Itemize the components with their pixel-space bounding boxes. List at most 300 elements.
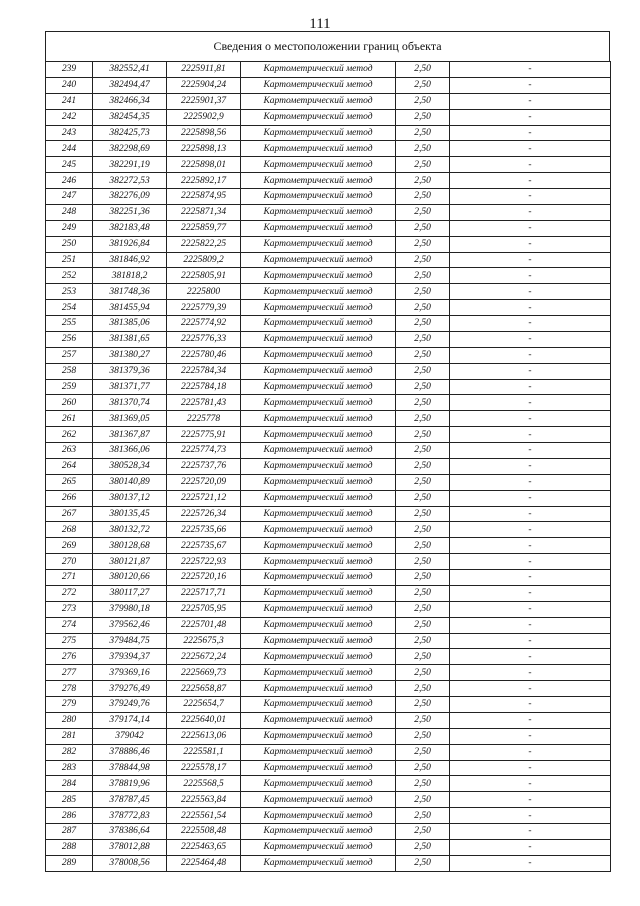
y-coordinate-cell: 2225780,46 xyxy=(167,347,241,363)
x-coordinate-cell: 381455,94 xyxy=(93,300,167,316)
description-cell: - xyxy=(450,125,611,141)
point-number-cell: 241 xyxy=(46,93,93,109)
description-cell: - xyxy=(450,601,611,617)
x-coordinate-cell: 380120,66 xyxy=(93,570,167,586)
table-row xyxy=(46,173,611,189)
table-row xyxy=(46,220,611,236)
y-coordinate-cell: 2225784,18 xyxy=(167,379,241,395)
accuracy-cell: 2,50 xyxy=(396,331,450,347)
y-coordinate-cell: 2225613,06 xyxy=(167,728,241,744)
y-coordinate-cell: 2225735,66 xyxy=(167,522,241,538)
table-row xyxy=(46,554,611,570)
table-row xyxy=(46,284,611,300)
method-cell: Картометрический метод xyxy=(241,697,396,713)
accuracy-cell: 2,50 xyxy=(396,839,450,855)
method-cell: Картометрический метод xyxy=(241,490,396,506)
y-coordinate-cell: 2225581,1 xyxy=(167,744,241,760)
page-number: 111 xyxy=(309,16,331,32)
description-cell: - xyxy=(450,109,611,125)
accuracy-cell: 2,50 xyxy=(396,792,450,808)
point-number-cell: 263 xyxy=(46,443,93,459)
point-number-cell: 253 xyxy=(46,284,93,300)
method-cell: Картометрический метод xyxy=(241,538,396,554)
point-number-cell: 251 xyxy=(46,252,93,268)
y-coordinate-cell: 2225568,5 xyxy=(167,776,241,792)
method-cell: Картометрический метод xyxy=(241,252,396,268)
y-coordinate-cell: 2225726,34 xyxy=(167,506,241,522)
description-cell: - xyxy=(450,93,611,109)
description-cell: - xyxy=(450,824,611,840)
method-cell: Картометрический метод xyxy=(241,649,396,665)
accuracy-cell: 2,50 xyxy=(396,633,450,649)
description-cell: - xyxy=(450,570,611,586)
description-cell: - xyxy=(450,300,611,316)
table-row xyxy=(46,570,611,586)
method-cell: Картометрический метод xyxy=(241,681,396,697)
accuracy-cell: 2,50 xyxy=(396,300,450,316)
table-row xyxy=(46,490,611,506)
x-coordinate-cell: 382183,48 xyxy=(93,220,167,236)
y-coordinate-cell: 2225464,48 xyxy=(167,855,241,871)
point-number-cell: 267 xyxy=(46,506,93,522)
table-row xyxy=(46,760,611,776)
method-cell: Картометрический метод xyxy=(241,125,396,141)
accuracy-cell: 2,50 xyxy=(396,665,450,681)
accuracy-cell: 2,50 xyxy=(396,712,450,728)
description-cell: - xyxy=(450,855,611,871)
x-coordinate-cell: 381385,06 xyxy=(93,316,167,332)
method-cell: Картометрический метод xyxy=(241,284,396,300)
point-number-cell: 289 xyxy=(46,855,93,871)
point-number-cell: 258 xyxy=(46,363,93,379)
accuracy-cell: 2,50 xyxy=(396,744,450,760)
x-coordinate-cell: 379174,14 xyxy=(93,712,167,728)
point-number-cell: 275 xyxy=(46,633,93,649)
x-coordinate-cell: 381926,84 xyxy=(93,236,167,252)
accuracy-cell: 2,50 xyxy=(396,649,450,665)
table-row xyxy=(46,522,611,538)
y-coordinate-cell: 2225911,81 xyxy=(167,62,241,78)
point-number-cell: 250 xyxy=(46,236,93,252)
description-cell: - xyxy=(450,220,611,236)
boundary-points-table xyxy=(45,61,611,872)
table-row xyxy=(46,268,611,284)
table-row xyxy=(46,665,611,681)
method-cell: Картометрический метод xyxy=(241,633,396,649)
method-cell: Картометрический метод xyxy=(241,395,396,411)
x-coordinate-cell: 380132,72 xyxy=(93,522,167,538)
x-coordinate-cell: 382494,47 xyxy=(93,77,167,93)
accuracy-cell: 2,50 xyxy=(396,157,450,173)
x-coordinate-cell: 382291,19 xyxy=(93,157,167,173)
description-cell: - xyxy=(450,268,611,284)
point-number-cell: 249 xyxy=(46,220,93,236)
x-coordinate-cell: 380137,12 xyxy=(93,490,167,506)
description-cell: - xyxy=(450,379,611,395)
point-number-cell: 279 xyxy=(46,697,93,713)
y-coordinate-cell: 2225781,43 xyxy=(167,395,241,411)
accuracy-cell: 2,50 xyxy=(396,268,450,284)
y-coordinate-cell: 2225800 xyxy=(167,284,241,300)
accuracy-cell: 2,50 xyxy=(396,776,450,792)
y-coordinate-cell: 2225675,3 xyxy=(167,633,241,649)
point-number-cell: 287 xyxy=(46,824,93,840)
method-cell: Картометрический метод xyxy=(241,554,396,570)
method-cell: Картометрический метод xyxy=(241,792,396,808)
description-cell: - xyxy=(450,506,611,522)
method-cell: Картометрический метод xyxy=(241,506,396,522)
description-cell: - xyxy=(450,316,611,332)
x-coordinate-cell: 382272,53 xyxy=(93,173,167,189)
x-coordinate-cell: 378819,96 xyxy=(93,776,167,792)
description-cell: - xyxy=(450,617,611,633)
y-coordinate-cell: 2225809,2 xyxy=(167,252,241,268)
point-number-cell: 285 xyxy=(46,792,93,808)
x-coordinate-cell: 379394,37 xyxy=(93,649,167,665)
method-cell: Картометрический метод xyxy=(241,474,396,490)
table-row xyxy=(46,585,611,601)
description-cell: - xyxy=(450,490,611,506)
y-coordinate-cell: 2225669,73 xyxy=(167,665,241,681)
table-row xyxy=(46,331,611,347)
point-number-cell: 260 xyxy=(46,395,93,411)
description-cell: - xyxy=(450,808,611,824)
method-cell: Картометрический метод xyxy=(241,300,396,316)
x-coordinate-cell: 378386,64 xyxy=(93,824,167,840)
accuracy-cell: 2,50 xyxy=(396,824,450,840)
point-number-cell: 247 xyxy=(46,189,93,205)
description-cell: - xyxy=(450,585,611,601)
point-number-cell: 270 xyxy=(46,554,93,570)
method-cell: Картометрический метод xyxy=(241,427,396,443)
point-number-cell: 286 xyxy=(46,808,93,824)
y-coordinate-cell: 2225737,76 xyxy=(167,458,241,474)
y-coordinate-cell: 2225901,37 xyxy=(167,93,241,109)
point-number-cell: 271 xyxy=(46,570,93,586)
x-coordinate-cell: 379562,46 xyxy=(93,617,167,633)
point-number-cell: 268 xyxy=(46,522,93,538)
point-number-cell: 255 xyxy=(46,316,93,332)
point-number-cell: 240 xyxy=(46,77,93,93)
description-cell: - xyxy=(450,363,611,379)
point-number-cell: 265 xyxy=(46,474,93,490)
y-coordinate-cell: 2225701,48 xyxy=(167,617,241,633)
description-cell: - xyxy=(450,284,611,300)
table-row xyxy=(46,728,611,744)
table-row xyxy=(46,681,611,697)
x-coordinate-cell: 379369,16 xyxy=(93,665,167,681)
method-cell: Картометрический метод xyxy=(241,379,396,395)
x-coordinate-cell: 381748,36 xyxy=(93,284,167,300)
y-coordinate-cell: 2225654,7 xyxy=(167,697,241,713)
y-coordinate-cell: 2225578,17 xyxy=(167,760,241,776)
accuracy-cell: 2,50 xyxy=(396,93,450,109)
table-row xyxy=(46,141,611,157)
method-cell: Картометрический метод xyxy=(241,173,396,189)
accuracy-cell: 2,50 xyxy=(396,617,450,633)
accuracy-cell: 2,50 xyxy=(396,490,450,506)
accuracy-cell: 2,50 xyxy=(396,458,450,474)
accuracy-cell: 2,50 xyxy=(396,411,450,427)
y-coordinate-cell: 2225463,65 xyxy=(167,839,241,855)
x-coordinate-cell: 382251,36 xyxy=(93,204,167,220)
point-number-cell: 257 xyxy=(46,347,93,363)
point-number-cell: 248 xyxy=(46,204,93,220)
y-coordinate-cell: 2225874,95 xyxy=(167,189,241,205)
description-cell: - xyxy=(450,443,611,459)
y-coordinate-cell: 2225721,12 xyxy=(167,490,241,506)
table-row xyxy=(46,474,611,490)
x-coordinate-cell: 378772,83 xyxy=(93,808,167,824)
x-coordinate-cell: 381370,74 xyxy=(93,395,167,411)
method-cell: Картометрический метод xyxy=(241,77,396,93)
table-row xyxy=(46,633,611,649)
table-title: Сведения о местоположении границ объекта xyxy=(45,31,610,61)
table-row xyxy=(46,379,611,395)
table-row xyxy=(46,157,611,173)
x-coordinate-cell: 381846,92 xyxy=(93,252,167,268)
accuracy-cell: 2,50 xyxy=(396,585,450,601)
y-coordinate-cell: 2225904,24 xyxy=(167,77,241,93)
table-row xyxy=(46,712,611,728)
method-cell: Картометрический метод xyxy=(241,204,396,220)
method-cell: Картометрический метод xyxy=(241,316,396,332)
description-cell: - xyxy=(450,252,611,268)
y-coordinate-cell: 2225892,17 xyxy=(167,173,241,189)
y-coordinate-cell: 2225778 xyxy=(167,411,241,427)
method-cell: Картометрический метод xyxy=(241,522,396,538)
description-cell: - xyxy=(450,204,611,220)
x-coordinate-cell: 379484,75 xyxy=(93,633,167,649)
x-coordinate-cell: 380117,27 xyxy=(93,585,167,601)
accuracy-cell: 2,50 xyxy=(396,379,450,395)
boundary-table-sheet xyxy=(45,31,610,872)
method-cell: Картометрический метод xyxy=(241,458,396,474)
x-coordinate-cell: 380121,87 xyxy=(93,554,167,570)
accuracy-cell: 2,50 xyxy=(396,728,450,744)
x-coordinate-cell: 381366,06 xyxy=(93,443,167,459)
method-cell: Картометрический метод xyxy=(241,411,396,427)
method-cell: Картометрический метод xyxy=(241,331,396,347)
method-cell: Картометрический метод xyxy=(241,760,396,776)
y-coordinate-cell: 2225720,16 xyxy=(167,570,241,586)
point-number-cell: 239 xyxy=(46,62,93,78)
y-coordinate-cell: 2225658,87 xyxy=(167,681,241,697)
table-row xyxy=(46,776,611,792)
description-cell: - xyxy=(450,697,611,713)
y-coordinate-cell: 2225822,25 xyxy=(167,236,241,252)
description-cell: - xyxy=(450,458,611,474)
point-number-cell: 254 xyxy=(46,300,93,316)
table-row xyxy=(46,697,611,713)
accuracy-cell: 2,50 xyxy=(396,522,450,538)
description-cell: - xyxy=(450,538,611,554)
description-cell: - xyxy=(450,77,611,93)
point-number-cell: 259 xyxy=(46,379,93,395)
accuracy-cell: 2,50 xyxy=(396,601,450,617)
accuracy-cell: 2,50 xyxy=(396,347,450,363)
method-cell: Картометрический метод xyxy=(241,728,396,744)
y-coordinate-cell: 2225859,77 xyxy=(167,220,241,236)
accuracy-cell: 2,50 xyxy=(396,62,450,78)
x-coordinate-cell: 380140,89 xyxy=(93,474,167,490)
accuracy-cell: 2,50 xyxy=(396,808,450,824)
table-row xyxy=(46,395,611,411)
point-number-cell: 284 xyxy=(46,776,93,792)
x-coordinate-cell: 381371,77 xyxy=(93,379,167,395)
description-cell: - xyxy=(450,395,611,411)
table-row xyxy=(46,411,611,427)
y-coordinate-cell: 2225563,84 xyxy=(167,792,241,808)
x-coordinate-cell: 381381,65 xyxy=(93,331,167,347)
point-number-cell: 273 xyxy=(46,601,93,617)
point-number-cell: 245 xyxy=(46,157,93,173)
accuracy-cell: 2,50 xyxy=(396,252,450,268)
table-row xyxy=(46,458,611,474)
method-cell: Картометрический метод xyxy=(241,824,396,840)
point-number-cell: 272 xyxy=(46,585,93,601)
point-number-cell: 281 xyxy=(46,728,93,744)
x-coordinate-cell: 378012,88 xyxy=(93,839,167,855)
table-row xyxy=(46,855,611,871)
accuracy-cell: 2,50 xyxy=(396,855,450,871)
y-coordinate-cell: 2225871,34 xyxy=(167,204,241,220)
point-number-cell: 280 xyxy=(46,712,93,728)
accuracy-cell: 2,50 xyxy=(396,125,450,141)
description-cell: - xyxy=(450,141,611,157)
table-row xyxy=(46,77,611,93)
description-cell: - xyxy=(450,427,611,443)
description-cell: - xyxy=(450,474,611,490)
accuracy-cell: 2,50 xyxy=(396,538,450,554)
table-row xyxy=(46,62,611,78)
x-coordinate-cell: 378008,56 xyxy=(93,855,167,871)
accuracy-cell: 2,50 xyxy=(396,77,450,93)
y-coordinate-cell: 2225779,39 xyxy=(167,300,241,316)
method-cell: Картометрический метод xyxy=(241,93,396,109)
description-cell: - xyxy=(450,157,611,173)
point-number-cell: 276 xyxy=(46,649,93,665)
y-coordinate-cell: 2225902,9 xyxy=(167,109,241,125)
x-coordinate-cell: 379042 xyxy=(93,728,167,744)
x-coordinate-cell: 380528,34 xyxy=(93,458,167,474)
point-number-cell: 266 xyxy=(46,490,93,506)
method-cell: Картометрический метод xyxy=(241,776,396,792)
accuracy-cell: 2,50 xyxy=(396,681,450,697)
x-coordinate-cell: 379980,18 xyxy=(93,601,167,617)
x-coordinate-cell: 381379,36 xyxy=(93,363,167,379)
x-coordinate-cell: 381380,27 xyxy=(93,347,167,363)
table-row xyxy=(46,808,611,824)
accuracy-cell: 2,50 xyxy=(396,570,450,586)
y-coordinate-cell: 2225898,13 xyxy=(167,141,241,157)
accuracy-cell: 2,50 xyxy=(396,204,450,220)
method-cell: Картометрический метод xyxy=(241,712,396,728)
y-coordinate-cell: 2225735,67 xyxy=(167,538,241,554)
accuracy-cell: 2,50 xyxy=(396,697,450,713)
method-cell: Картометрический метод xyxy=(241,570,396,586)
accuracy-cell: 2,50 xyxy=(396,760,450,776)
x-coordinate-cell: 382276,09 xyxy=(93,189,167,205)
table-row xyxy=(46,649,611,665)
description-cell: - xyxy=(450,522,611,538)
point-number-cell: 264 xyxy=(46,458,93,474)
y-coordinate-cell: 2225720,09 xyxy=(167,474,241,490)
table-row xyxy=(46,316,611,332)
x-coordinate-cell: 382552,41 xyxy=(93,62,167,78)
accuracy-cell: 2,50 xyxy=(396,363,450,379)
method-cell: Картометрический метод xyxy=(241,347,396,363)
accuracy-cell: 2,50 xyxy=(396,474,450,490)
y-coordinate-cell: 2225717,71 xyxy=(167,585,241,601)
point-number-cell: 256 xyxy=(46,331,93,347)
table-row xyxy=(46,744,611,760)
table-row xyxy=(46,236,611,252)
method-cell: Картометрический метод xyxy=(241,109,396,125)
method-cell: Картометрический метод xyxy=(241,62,396,78)
x-coordinate-cell: 382298,69 xyxy=(93,141,167,157)
method-cell: Картометрический метод xyxy=(241,665,396,681)
description-cell: - xyxy=(450,347,611,363)
point-number-cell: 242 xyxy=(46,109,93,125)
table-row xyxy=(46,601,611,617)
y-coordinate-cell: 2225561,54 xyxy=(167,808,241,824)
point-number-cell: 243 xyxy=(46,125,93,141)
accuracy-cell: 2,50 xyxy=(396,316,450,332)
y-coordinate-cell: 2225722,93 xyxy=(167,554,241,570)
accuracy-cell: 2,50 xyxy=(396,109,450,125)
y-coordinate-cell: 2225775,91 xyxy=(167,427,241,443)
table-row xyxy=(46,204,611,220)
description-cell: - xyxy=(450,839,611,855)
table-row xyxy=(46,93,611,109)
table-body xyxy=(46,62,611,872)
description-cell: - xyxy=(450,792,611,808)
x-coordinate-cell: 381367,87 xyxy=(93,427,167,443)
table-row xyxy=(46,347,611,363)
table-row xyxy=(46,109,611,125)
point-number-cell: 288 xyxy=(46,839,93,855)
accuracy-cell: 2,50 xyxy=(396,506,450,522)
description-cell: - xyxy=(450,331,611,347)
table-row xyxy=(46,300,611,316)
y-coordinate-cell: 2225640,01 xyxy=(167,712,241,728)
x-coordinate-cell: 378886,46 xyxy=(93,744,167,760)
table-row xyxy=(46,538,611,554)
method-cell: Картометрический метод xyxy=(241,839,396,855)
point-number-cell: 261 xyxy=(46,411,93,427)
point-number-cell: 262 xyxy=(46,427,93,443)
method-cell: Картометрический метод xyxy=(241,189,396,205)
description-cell: - xyxy=(450,649,611,665)
x-coordinate-cell: 382425,73 xyxy=(93,125,167,141)
description-cell: - xyxy=(450,744,611,760)
point-number-cell: 274 xyxy=(46,617,93,633)
description-cell: - xyxy=(450,760,611,776)
accuracy-cell: 2,50 xyxy=(396,141,450,157)
accuracy-cell: 2,50 xyxy=(396,284,450,300)
method-cell: Картометрический метод xyxy=(241,808,396,824)
x-coordinate-cell: 382454,35 xyxy=(93,109,167,125)
table-row xyxy=(46,363,611,379)
point-number-cell: 269 xyxy=(46,538,93,554)
description-cell: - xyxy=(450,554,611,570)
table-row xyxy=(46,427,611,443)
y-coordinate-cell: 2225898,01 xyxy=(167,157,241,173)
x-coordinate-cell: 378787,45 xyxy=(93,792,167,808)
accuracy-cell: 2,50 xyxy=(396,395,450,411)
description-cell: - xyxy=(450,776,611,792)
